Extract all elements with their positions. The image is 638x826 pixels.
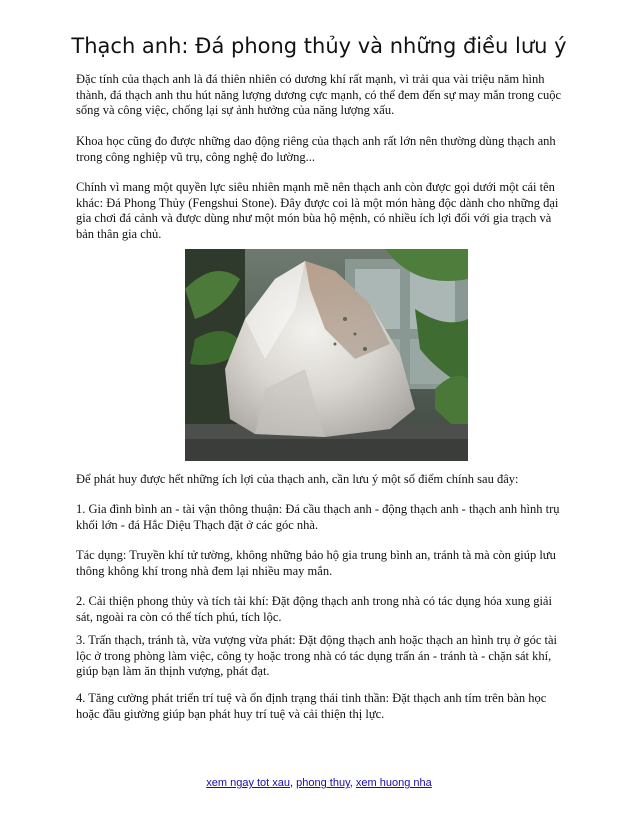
footer-link-xem-huong-nha[interactable]: xem huong nha	[355, 777, 432, 789]
paragraph-notes-intro: Để phát huy được hết những ích lợi của thạch anh, cần lưu ý một số điểm chính sau đây:	[76, 472, 519, 486]
paragraph-point-3: 3. Trấn thạch, tránh tà, vừa vượng vừa phát: Đặt động thạch anh hoặc thạch an hình trụ ở góc tài lộc ở trong phòng làm việc, công ty hoặc trong nhà có tác dụng trấn án - tránh tà - chặn sát khí, giúp bạn làm ăn thịnh vượng, phát đạt.	[76, 633, 557, 679]
footer-separator: ,	[290, 777, 297, 789]
page-title: Thạch anh: Đá phong thủy và những điều lưu ý	[71, 34, 567, 58]
paragraph-point-2: 2. Cải thiện phong thủy và tích tài khí: Đặt động thạch anh trong nhà có tác dụng hóa xung giải sát, ngoài ra còn có thể tích phú, tích lộc.	[76, 594, 552, 624]
quartz-crystal-photo	[185, 249, 468, 461]
paragraph-science: Khoa học cũng đo được những dao động riêng của thạch anh rất lớn nên thường dùng thạch anh trong công nghiệp vũ trụ, công nghệ đo lường...	[76, 134, 556, 164]
footer-link-xem-ngay[interactable]: xem ngay tot xau	[206, 777, 291, 789]
footer-separator: ,	[349, 777, 356, 789]
paragraph-point-1: 1. Gia đình bình an - tài vận thông thuận: Đá cầu thạch anh - động thạch anh - thạch anh hình trụ khối lớn - đá Hắc Diệu Thạch đặt ở các góc nhà.	[76, 502, 560, 532]
footer-links	[0, 777, 638, 789]
paragraph-fengshui-stone: Chính vì mang một quyền lực siêu nhiên mạnh mẽ nên thạch anh còn được gọi dưới một cái tên khác: Đá Phong Thủy (Fengshui Stone). Đây được coi là một món hàng độc dành cho những đại gia chơi đá cảnh và được dùng như một món bùa hộ mệnh, có nhiều ích lợi đối với gia trạch và bản thân gia chủ.	[76, 180, 559, 241]
footer-link-phong-thuy[interactable]: phong thuy	[296, 777, 350, 789]
paragraph-point-4: 4. Tăng cường phát triển trí tuệ và ổn định trạng thái tinh thần: Đặt thạch anh tím trên bàn học hoặc đầu giường giúp bạn phát huy trí tuệ và cải thiện thị lực.	[76, 691, 547, 721]
paragraph-intro: Đặc tính của thạch anh là đá thiên nhiên có dương khí rất mạnh, vì trải qua vài triệu năm hình thành, đá thạch anh thu hút năng lượng dương cực mạnh, có thể đem đến sự may mắn trong cuộc sống và công việc, chống lại sự ảnh hưởng của năng lượng xấu.	[76, 72, 561, 118]
paragraph-effect: Tác dụng: Truyền khí tử tường, không những bảo hộ gia trung bình an, tránh tà mà còn giúp lưu thông không khí trong nhà đem lại nhiều may mắn.	[76, 548, 556, 578]
